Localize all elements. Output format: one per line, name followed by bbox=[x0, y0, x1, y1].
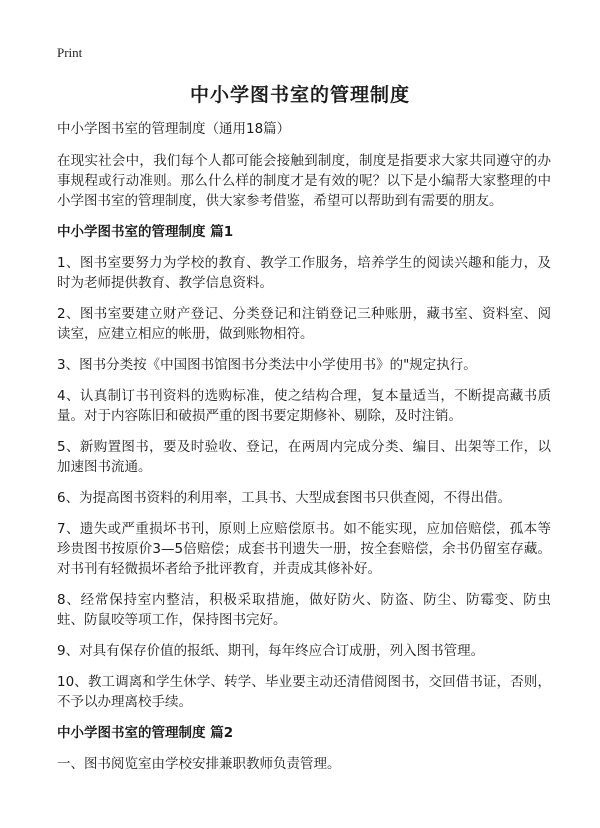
document-body bbox=[57, 119, 551, 785]
rule-item-2: 2、图书室要建立财产登记、分类登记和注销登记三种账册，藏书室、资料室、阅读室，应建立相应的帐册，做到账物相符。 bbox=[57, 306, 551, 342]
section-heading-2: 中小学图书室的管理制度 篇2 bbox=[57, 725, 234, 741]
rule-item-1: 1、图书室要努力为学校的教育、教学工作服务，培养学生的阅读兴趣和能力，及时为老师提供教育、教学信息资料。 bbox=[57, 255, 551, 291]
rule-item-9: 9、对具有保存价值的报纸、期刊，每年终应合订成册，列入图书管理。 bbox=[57, 643, 485, 659]
rule-item-4: 4、认真制订书刊资料的选购标准，使之结构合理，复本量适当，不断提高藏书质量。对于内容陈旧和破损严重的图书要定期修补、剔除，及时注销。 bbox=[57, 388, 551, 424]
rule-item-6: 6、为提高图书资料的利用率，工具书、大型成套图书只供查阅，不得出借。 bbox=[57, 490, 512, 506]
rule-item-8: 8、经常保持室内整洁，积极采取措施，做好防火、防盗、防尘、防霉变、防虫蛀、防鼠咬等项工作，保持图书完好。 bbox=[57, 592, 551, 628]
page-title: 中小学图书室的管理制度 bbox=[189, 84, 410, 106]
rule-item-7: 7、遗失或严重损坏书刊，原则上应赔偿原书。如不能实现，应加倍赔偿，孤本等珍贵图书按原价3—5倍赔偿；成套书刊遗失一册，按全套赔偿，余书仍留室存藏。对书刊有轻微损坏者给予批评教育，并责成其修补好。 bbox=[57, 521, 551, 577]
rule-item-2-1: 一、图书阅览室由学校安排兼职教师负责管理。 bbox=[57, 756, 341, 772]
print-label: Print bbox=[57, 45, 83, 60]
section-heading-1: 中小学图书室的管理制度 篇1 bbox=[57, 224, 234, 240]
rule-item-3: 3、图书分类按《中国图书馆图书分类法中小学使用书》的"规定执行。 bbox=[57, 357, 477, 373]
intro-paragraph: 在现实社会中，我们每个人都可能会接触到制度，制度是指要求大家共同遵守的办事规程或行动准则。那么什么样的制度才是有效的呢？以下是小编帮大家整理的中小学图书室的管理制度，供大家参考借鉴，希望可以帮助到有需要的朋友。 bbox=[57, 153, 551, 209]
document-subtitle: 中小学图书室的管理制度（通用18篇） bbox=[57, 121, 291, 137]
rule-item-10: 10、教工调离和学生休学、转学、毕业要主动还清借阅图书，交回借书证，否则，不予以办理离校手续。 bbox=[57, 674, 551, 710]
rule-item-5: 5、新购置图书，要及时验收、登记，在两周内完成分类、编目、出架等工作，以加速图书流通。 bbox=[57, 439, 551, 475]
